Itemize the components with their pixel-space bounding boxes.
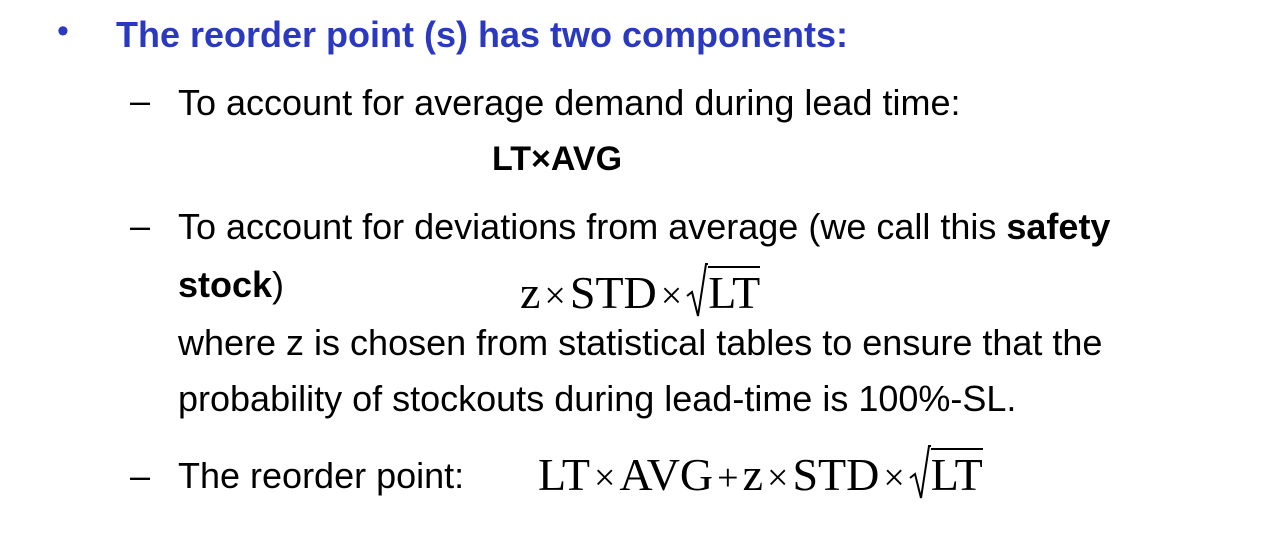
formula-times: × xyxy=(660,275,683,317)
item2-text-line2 xyxy=(178,264,284,306)
sqrt-argument: LT xyxy=(708,267,761,318)
formula-avg: AVG xyxy=(619,449,714,500)
formula-times: × xyxy=(544,275,566,317)
item2-text-plain: To account for deviations from average (we call this xyxy=(178,206,1007,247)
sqrt-symbol xyxy=(909,448,983,501)
formula-std: STD xyxy=(569,267,657,318)
formula-times: × xyxy=(767,457,789,499)
radical-sign-icon xyxy=(686,262,708,320)
item2-text-line1 xyxy=(178,206,1110,248)
formula-std: STD xyxy=(792,449,880,500)
sqrt-argument: LT xyxy=(930,449,983,500)
item2-text-bold: safety xyxy=(1006,206,1111,247)
formula-z: z xyxy=(742,449,764,500)
radical-sign-icon xyxy=(909,444,931,502)
item1-formula: LT×AVG xyxy=(492,140,623,178)
item1-text: To account for average demand during lead time: xyxy=(178,82,961,123)
item3-dash: – xyxy=(130,455,151,496)
item2-dash: – xyxy=(130,205,151,246)
item2-explanation-line1: where z is chosen from statistical tables to ensure that the xyxy=(178,322,1103,363)
formula-lt: LT xyxy=(538,449,590,500)
formula-z: z xyxy=(520,267,541,318)
formula-times: × xyxy=(593,457,616,499)
item2-line2-bold: stock xyxy=(178,264,273,305)
item2-explanation-line2: probability of stockouts during lead-time is 100%-SL. xyxy=(178,378,1017,419)
item2-line2-after: ) xyxy=(272,264,285,305)
formula-plus: + xyxy=(717,457,739,499)
reorder-point-formula xyxy=(538,448,983,501)
slide-heading: The reorder point (s) has two components: xyxy=(116,14,849,55)
item3-text: The reorder point: xyxy=(178,455,465,496)
formula-times: × xyxy=(883,457,905,499)
sqrt-symbol xyxy=(686,266,760,319)
item1-dash: – xyxy=(130,80,151,121)
safety-stock-formula xyxy=(520,266,760,319)
heading-bullet: • xyxy=(57,12,69,50)
